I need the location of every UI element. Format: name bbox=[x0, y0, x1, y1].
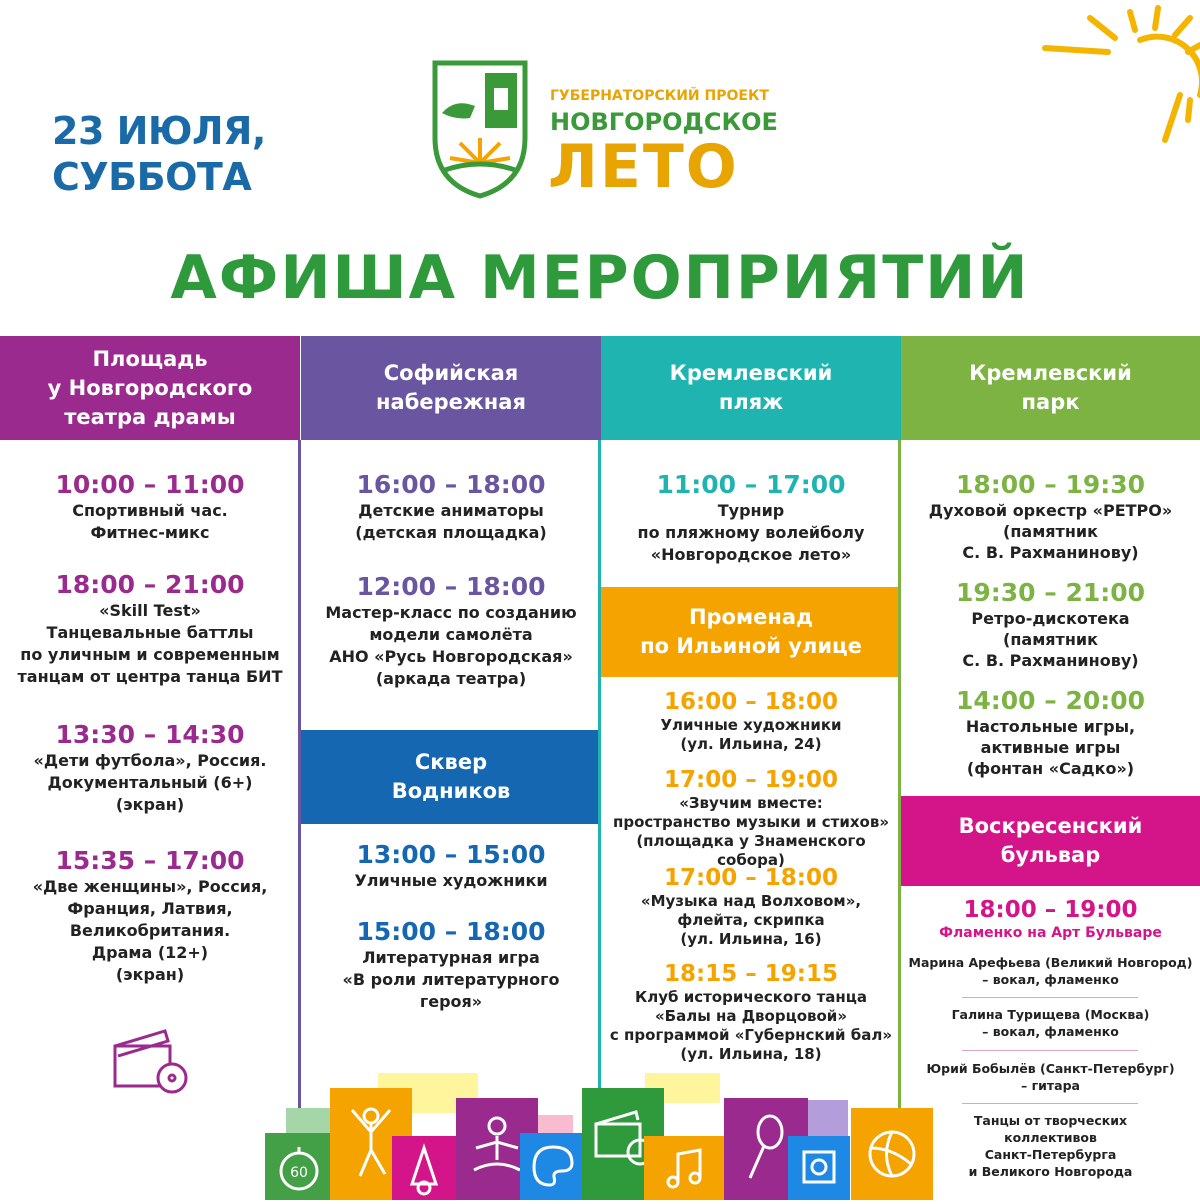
column-kremlin-park bbox=[901, 336, 1200, 1200]
event-desc: Уличные художники (ул. Ильина, 24) bbox=[660, 716, 842, 753]
performer bbox=[901, 1060, 1200, 1094]
event-subtitle: Фламенко на Арт Бульваре bbox=[939, 925, 1162, 941]
event-time: 17:00 – 19:00 bbox=[664, 767, 838, 793]
event-time: 19:30 – 21:00 bbox=[955, 578, 1146, 607]
event bbox=[601, 688, 901, 754]
event bbox=[301, 840, 601, 892]
event-time: 13:00 – 15:00 bbox=[356, 840, 546, 869]
event-time: 18:00 – 21:00 bbox=[55, 570, 245, 599]
performer-desc: Марина Арефьева (Великий Новгород) – вокал, фламенко bbox=[908, 955, 1193, 987]
logo-name: НОВГОРОДСКОЕ bbox=[550, 108, 778, 136]
event-desc: Настольные игры, активные игры (фонтан «Садко») bbox=[965, 717, 1136, 778]
decor-tile bbox=[808, 1100, 848, 1140]
venue-header: Кремлевский парк bbox=[901, 336, 1200, 440]
event-desc: Турнир по пляжному волейболу «Новгородское лето» bbox=[637, 501, 865, 564]
event bbox=[601, 470, 901, 566]
logo-leto: ЛЕТО bbox=[548, 132, 739, 202]
volleyball-icon bbox=[851, 1108, 933, 1200]
column-theatre-square bbox=[0, 336, 300, 1200]
venue-header: Кремлевский пляж bbox=[601, 336, 901, 440]
event-time: 16:00 – 18:00 bbox=[664, 689, 838, 715]
event bbox=[901, 578, 1200, 671]
event-time: 18:15 – 19:15 bbox=[664, 961, 838, 987]
event-time: 13:30 – 14:30 bbox=[55, 720, 245, 749]
event-desc: Спортивный час. Фитнес-микс bbox=[72, 501, 228, 542]
event bbox=[0, 570, 300, 688]
event-desc: Ретро-дискотека (памятник С. В. Рахманинову) bbox=[962, 609, 1139, 670]
palette-icon bbox=[520, 1133, 586, 1200]
date-label: 23 ИЮЛЯ, СУББОТА bbox=[52, 109, 266, 199]
event-desc: Литературная игра «В роли литературного героя» bbox=[342, 948, 560, 1011]
venue-header: Променад по Ильиной улице bbox=[601, 587, 901, 677]
event-desc: Мастер-класс по созданию модели самолёта АНО «Русь Новгородская» (аркада театра) bbox=[325, 603, 577, 688]
venue-header: Площадь у Новгородского театра драмы bbox=[0, 336, 300, 440]
performer bbox=[901, 954, 1200, 988]
event bbox=[301, 917, 601, 1013]
event-time: 15:35 – 17:00 bbox=[55, 846, 245, 875]
column-sofia-embankment bbox=[301, 336, 601, 1200]
event bbox=[901, 470, 1200, 563]
venue-header: Воскресенский бульвар bbox=[901, 796, 1200, 886]
disco-ball-icon bbox=[392, 1136, 456, 1200]
page-title: АФИША МЕРОПРИЯТИЙ bbox=[170, 243, 1030, 313]
performer-desc: Танцы от творческих коллективов Санкт-Петербурга и Великого Новгорода bbox=[968, 1113, 1133, 1179]
divider bbox=[962, 1050, 1138, 1051]
event bbox=[901, 686, 1200, 779]
music-note-icon bbox=[644, 1136, 728, 1200]
logo-emblem bbox=[430, 58, 530, 200]
event-time: 12:00 – 18:00 bbox=[356, 572, 546, 601]
event bbox=[601, 864, 901, 949]
performer-desc: Галина Турищева (Москва) – вокал, фламенко bbox=[951, 1007, 1150, 1039]
divider bbox=[962, 997, 1138, 998]
event bbox=[601, 960, 901, 1064]
sun-icon bbox=[1030, 0, 1200, 150]
event-desc: Детские аниматоры (детская площадка) bbox=[355, 501, 547, 542]
event bbox=[0, 720, 300, 816]
event-desc: «Две женщины», Россия, Франция, Латвия, Великобритания. Драма (12+) (экран) bbox=[32, 877, 268, 984]
venue-header: Сквер Водников bbox=[301, 730, 601, 824]
event bbox=[301, 470, 601, 544]
performer-desc: Юрий Бобылёв (Санкт-Петербург) – гитара bbox=[926, 1061, 1175, 1093]
event-time: 11:00 – 17:00 bbox=[656, 470, 846, 499]
event bbox=[601, 766, 901, 870]
event bbox=[0, 846, 300, 986]
event-time: 15:00 – 18:00 bbox=[356, 917, 546, 946]
stopwatch-icon bbox=[265, 1133, 333, 1200]
event-time: 16:00 – 18:00 bbox=[356, 470, 546, 499]
event-desc: «Звучим вместе: пространство музыки и стихов» (площадка у Знаменского собора) bbox=[612, 794, 890, 869]
svg-text:60: 60 bbox=[290, 1165, 308, 1181]
photo-icon bbox=[788, 1136, 850, 1200]
event bbox=[0, 470, 300, 544]
event bbox=[301, 572, 601, 690]
event-time: 17:00 – 18:00 bbox=[664, 865, 838, 891]
performer bbox=[901, 1006, 1200, 1040]
event bbox=[901, 896, 1200, 942]
event-time: 10:00 – 11:00 bbox=[55, 470, 245, 499]
event-time: 18:00 – 19:30 bbox=[955, 470, 1146, 499]
column-kremlin-beach bbox=[601, 336, 901, 1200]
event-desc: Уличные художники bbox=[354, 871, 548, 890]
logo-subtitle: ГУБЕРНАТОРСКИЙ ПРОЕКТ bbox=[550, 88, 769, 104]
divider bbox=[962, 1103, 1138, 1104]
event-desc: «Музыка над Волховом», флейта, скрипка (ул. Ильина, 16) bbox=[640, 892, 862, 948]
clapperboard-icon bbox=[110, 1026, 190, 1096]
venue-header: Софийская набережная bbox=[301, 336, 601, 440]
event-time: 18:00 – 19:00 bbox=[963, 897, 1138, 923]
event-time: 14:00 – 20:00 bbox=[955, 686, 1146, 715]
performer bbox=[901, 1112, 1200, 1180]
event-desc: «Skill Test» Танцевальные баттлы по уличным и современным танцам от центра танца БИТ bbox=[17, 601, 283, 686]
event-desc: Духовой оркестр «РЕТРО» (памятник С. В. Рахманинову) bbox=[928, 501, 1173, 562]
event-desc: «Дети футбола», Россия. Документальный (6+) (экран) bbox=[33, 751, 267, 814]
event-desc: Клуб исторического танца «Балы на Дворцовой» с программой «Губернский бал» (ул. Ильина, 18) bbox=[609, 988, 893, 1063]
